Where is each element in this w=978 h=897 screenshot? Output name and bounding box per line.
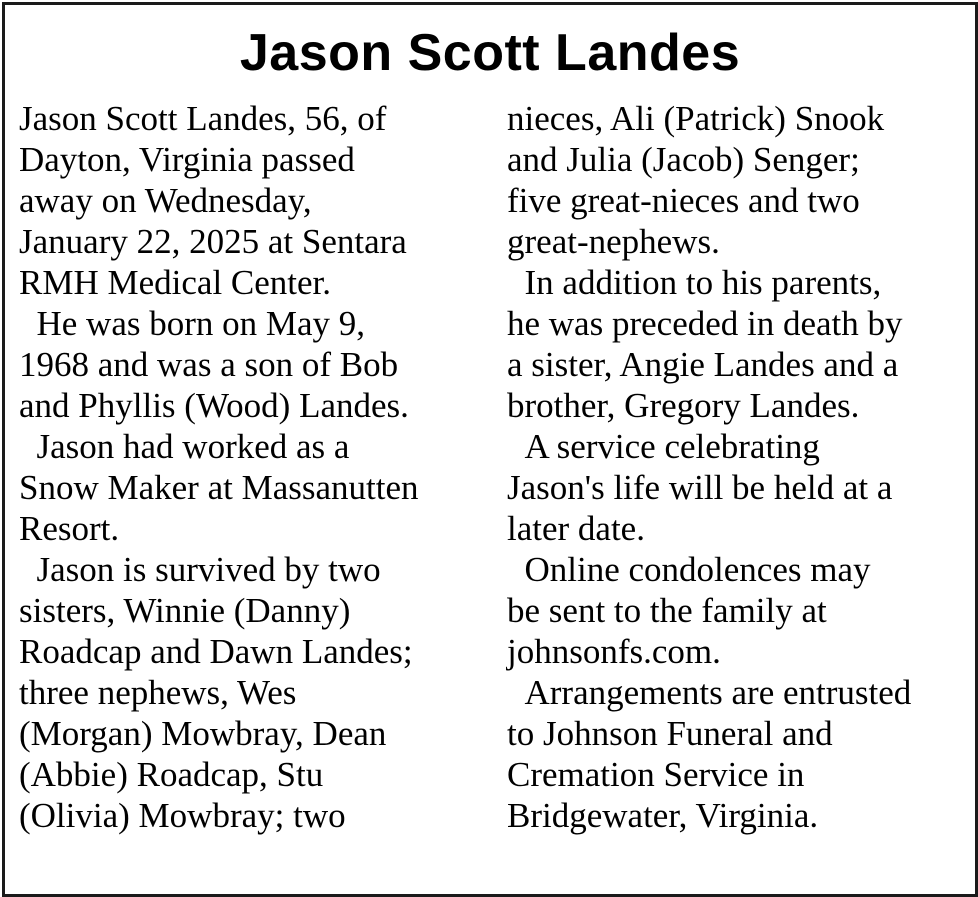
text-line: later date. [507,509,645,548]
text-line: (Olivia) Mowbray; two [19,796,346,835]
obituary-title: Jason Scott Landes [239,24,741,82]
text-line: great-nephews. [507,222,720,261]
text-line: Bridgewater, Virginia. [507,796,819,835]
text-line: Roadcap and Dawn Landes; [19,632,413,671]
text-line: 1968 and was a son of Bob [19,345,399,384]
text-line: (Abbie) Roadcap, Stu [19,755,324,794]
text-line: three nephews, Wes [19,673,297,712]
text-line: A service celebrating [507,427,820,466]
text-line: Jason Scott Landes, 56, of [19,99,387,138]
text-line: Jason's life will be held at a [507,468,893,507]
text-line: a sister, Angie Landes and a [507,345,899,384]
text-line: In addition to his parents, [507,263,882,302]
text-line: January 22, 2025 at Sentara [19,222,407,261]
text-line: He was born on May 9, [19,304,366,343]
text-line: Online condolences may [507,550,871,589]
text-line: Arrangements are entrusted [507,673,912,712]
obituary-column-left [19,98,419,836]
text-line: nieces, Ali (Patrick) Snook [507,99,885,138]
text-line: Jason had worked as a [19,427,350,466]
text-line: johnsonfs.com. [507,632,721,671]
text-line: away on Wednesday, [19,181,312,220]
text-line: Snow Maker at Massanutten [19,468,419,507]
text-line: and Julia (Jacob) Senger; [507,140,860,179]
text-line: Cremation Service in [507,755,805,794]
obituary-column-right [507,98,911,836]
obituary-frame [2,2,978,897]
text-line: to Johnson Funeral and [507,714,833,753]
text-line: Jason is survived by two [19,550,381,589]
text-line: five great-nieces and two [507,181,860,220]
text-line: Resort. [19,509,120,548]
text-line: sisters, Winnie (Danny) [19,591,351,630]
text-line: be sent to the family at [507,591,827,630]
text-line: RMH Medical Center. [19,263,332,302]
text-line: (Morgan) Mowbray, Dean [19,714,387,753]
text-line: and Phyllis (Wood) Landes. [19,386,409,425]
text-line: Dayton, Virginia passed [19,140,355,179]
text-line: brother, Gregory Landes. [507,386,860,425]
text-line: he was preceded in death by [507,304,903,343]
